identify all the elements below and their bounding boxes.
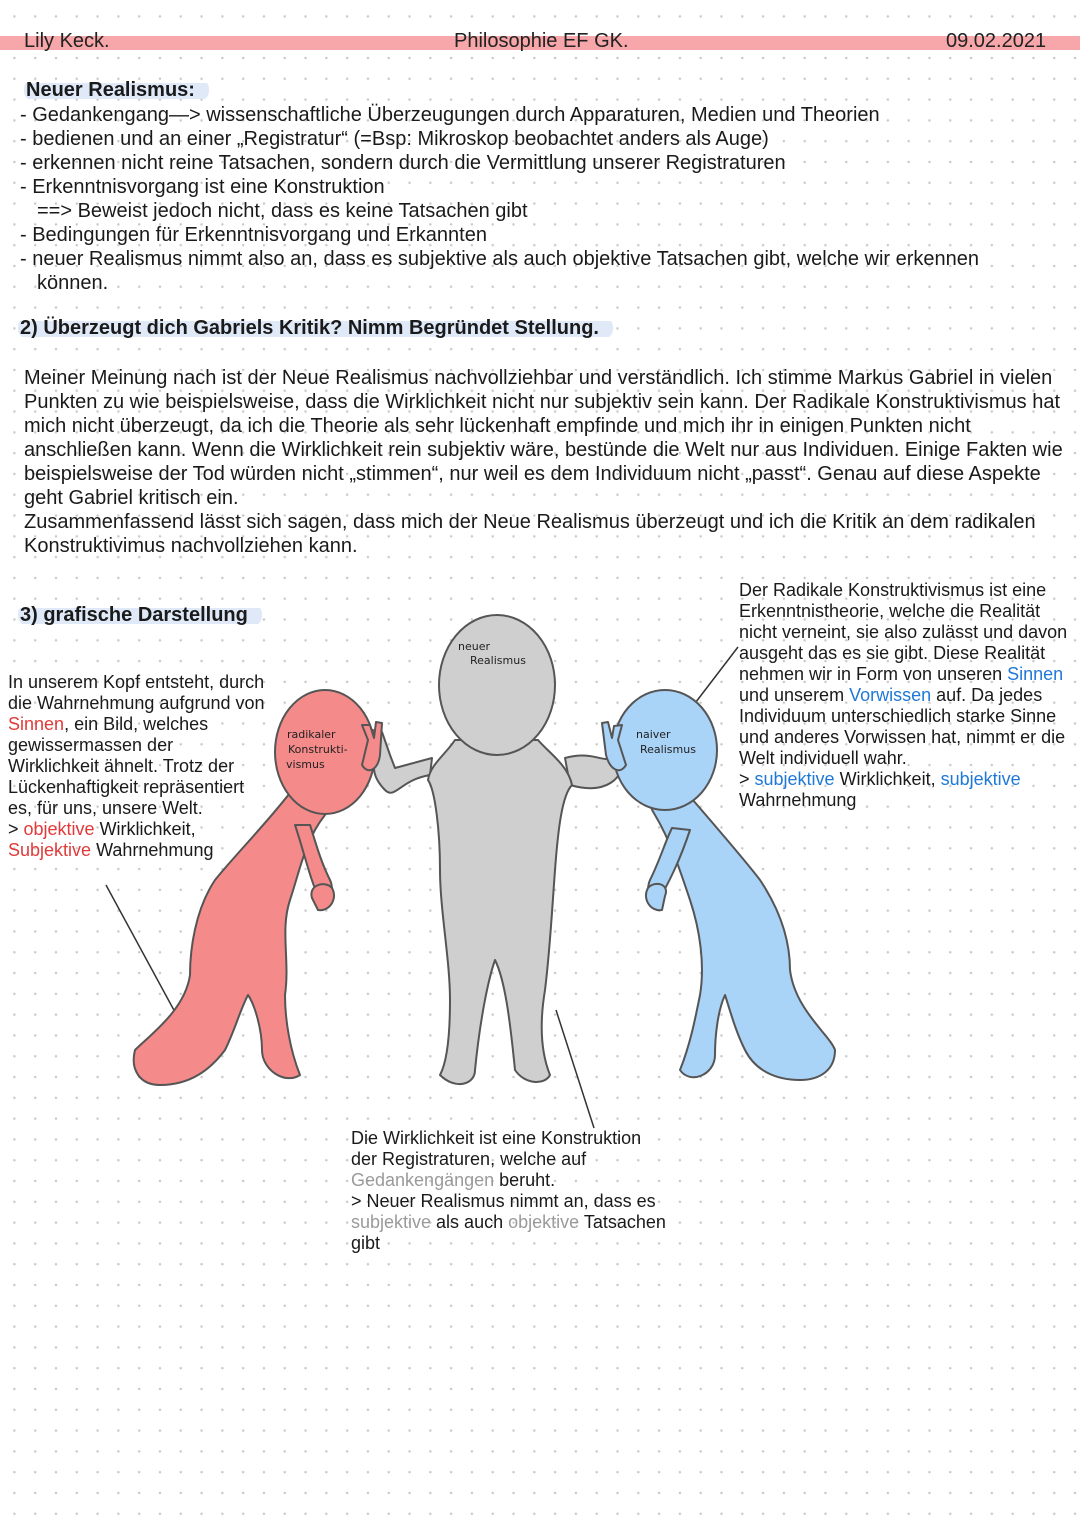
note-keyword-objektive: objektive (23, 819, 95, 839)
note-text: Der Radikale Konstruktivismus ist eine Erkenntnistheorie, welche die Realität nicht verneint, sie also zulässt und davon ausgeht das es sie gibt. Diese Realität nehmen wir in Form von unseren (739, 580, 1068, 684)
answer-paragraph-2: Zusammenfassend lässt sich sagen, dass mich der Neue Realismus überzeugt und ich die Kritik an dem radikalen Konstruktivimus nachvollziehen kann. (24, 511, 1036, 557)
blue-figure-label-1: naiver (636, 728, 671, 741)
grey-figure-neuer-realismus (372, 615, 630, 1084)
question-3-text: 3) grafische Darstellung (18, 604, 262, 626)
list-item: - Gedankengang—> wissenschaftliche Überzeugungen durch Apparaturen, Medien und Theorien (20, 104, 880, 126)
note-keyword-subjektive: Subjektive (8, 840, 92, 860)
list-item: - bedienen und an einer „Registratur“ (=Bsp: Mikroskop beobachtet anders als Auge) (20, 128, 769, 150)
question-2-title (18, 317, 613, 340)
note-keyword-sinnen: Sinnen (8, 714, 65, 734)
note-text: Wahrnehmung (91, 840, 214, 860)
note-text: Wahrnehmung (739, 790, 857, 810)
naiver-realismus-note (739, 580, 1069, 811)
grey-figure-label-2: Realismus (470, 654, 526, 667)
list-item: können. (37, 272, 109, 294)
list-item: - erkennen nicht reine Tatsachen, sondern durch die Vermittlung unserer Registraturen (20, 152, 786, 174)
note-text: als auch (431, 1212, 509, 1232)
red-figure-label-3: vismus (286, 758, 325, 771)
note-keyword-subjektive: subjektive (351, 1212, 432, 1232)
list-item: ==> Beweist jedoch nicht, dass es keine Tatsachen gibt (37, 200, 528, 222)
note-text: , ein Bild, welches gewissermassen der Wirklichkeit ähnelt. Trotz der Lückenhaftigkeit repräsentiert es, für uns, unsere Welt. (8, 714, 245, 818)
note-keyword-objektive: objektive (508, 1212, 580, 1232)
course-title: Philosophie EF GK. (454, 30, 629, 52)
note-text: auf. Da jedes Individuum unterschiedlich starke Sinne und anderes Vorwissen hat, nimmt er die Welt individuell wahr. (739, 685, 1066, 768)
grey-figure-label-1: neuer (458, 640, 491, 653)
note-arrow: > (8, 819, 24, 839)
section-neuer-realismus-title (24, 79, 209, 102)
red-figure-label-2: Konstrukti- (288, 743, 348, 756)
bottom-note-pointer (556, 1010, 594, 1128)
note-text: Die Wirklichkeit ist eine Konstruktion der Registraturen, welche auf (351, 1128, 642, 1169)
left-note-pointer (106, 885, 182, 1025)
answer-paragraph-1: Meiner Meinung nach ist der Neue Realismus nachvollziehbar und verständlich. Ich stimme Markus Gabriel in vielen Punkten zu wie beispielsweise, dass die Wirklichkeit nicht nur subjektiv sein kann. Der Radikale Konstruktivismus hat mich nicht überzeugt, da ich die Theorie als sehr lückenhaft empfinde und mich ihr in einigen Punkten nicht anschließen kann. Wenn die Wirklichkeit rein subjektiv wäre, bestünde die Welt nur aus Individuen. Einige Fakten wie beispielsweise der Tod würden nicht „stimmen“, nur weil es dem Individuum nicht „passt“. Genau auf diese Aspekte geht Gabriel kritisch ein. (24, 367, 1063, 509)
question-2-text: 2) Überzeugt dich Gabriels Kritik? Nimm Begründet Stellung. (18, 317, 613, 339)
author-name: Lily Keck. (24, 30, 110, 52)
note-arrow: > (739, 769, 755, 789)
list-item: - Erkenntnisvorgang ist eine Konstruktion (20, 176, 385, 198)
note-keyword-gedankengaengen: Gedankengängen (351, 1170, 495, 1190)
blue-figure-label-2: Realismus (640, 743, 696, 756)
note-keyword-subjektive: subjektive (754, 769, 835, 789)
neuer-realismus-note (351, 1128, 671, 1254)
section-title-text: Neuer Realismus: (24, 79, 209, 101)
note-text: > Neuer Realismus nimmt an, dass es (351, 1191, 656, 1211)
note-keyword-vorwissen: Vorwissen (849, 685, 932, 705)
note-text: Wirklichkeit, (834, 769, 941, 789)
neuer-realismus-list (20, 103, 1060, 295)
note-text: und unserem (739, 685, 850, 705)
date: 09.02.2021 (946, 30, 1047, 52)
note-keyword-sinnen: Sinnen (1007, 664, 1064, 684)
note-text: Tatsachen gibt (351, 1212, 666, 1253)
list-item: - Bedingungen für Erkenntnisvorgang und Erkannten (20, 224, 487, 246)
list-item: - neuer Realismus nimmt also an, dass es subjektive als auch objektive Tatsachen gibt, welche wir erkennen (20, 248, 980, 270)
red-figure-label-1: radikaler (287, 728, 336, 741)
note-text: beruht. (494, 1170, 556, 1190)
note-text: In unserem Kopf entsteht, durch die Wahrnehmung aufgrund von (8, 672, 265, 713)
answer-paragraph (24, 366, 1064, 558)
note-text: Wirklichkeit, (94, 819, 196, 839)
radikaler-konstruktivismus-note (8, 672, 268, 861)
note-keyword-subjektive: subjektive (940, 769, 1021, 789)
